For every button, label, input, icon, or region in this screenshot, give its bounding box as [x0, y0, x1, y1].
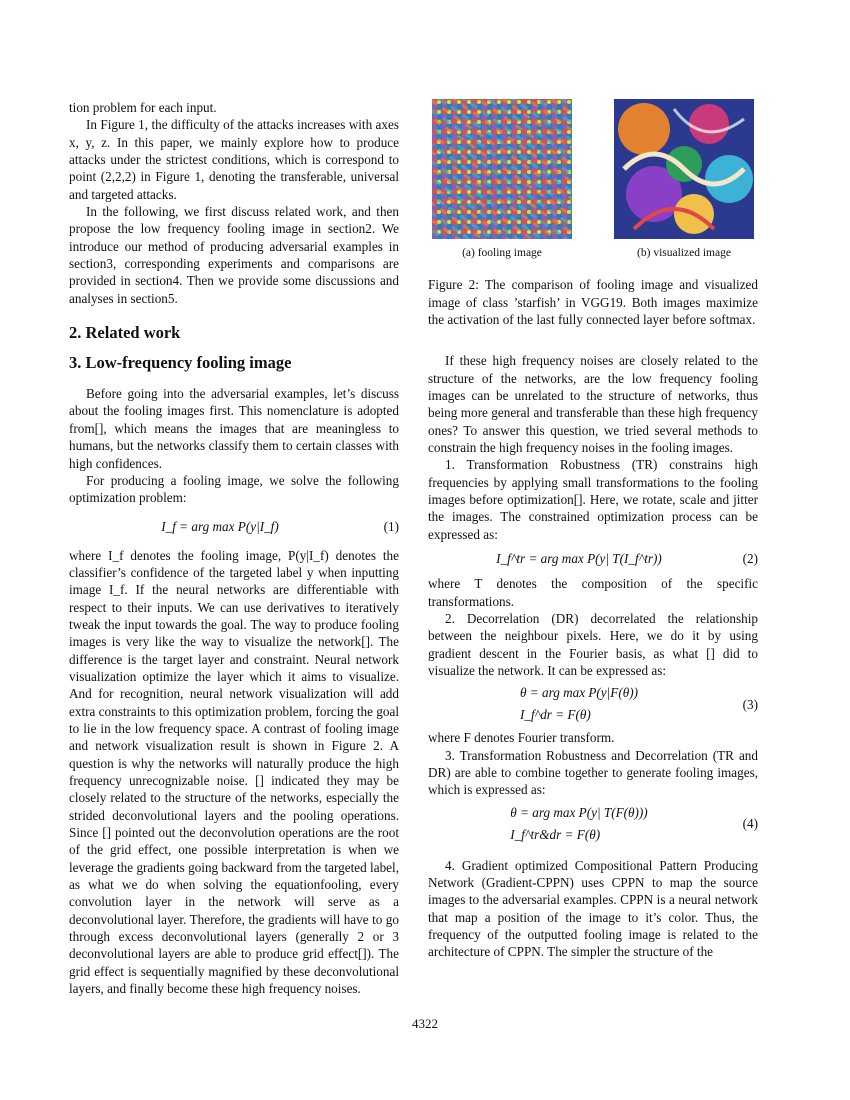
- left-column: [69, 99, 399, 997]
- paragraph: 1. Transformation Robustness (TR) constrains high frequencies by applying small transformations to the fooling images before optimization[]. Here, we rotate, scale and jitter the images. The constrained optimization process can be expressed as:: [428, 457, 758, 542]
- paragraph: For producing a fooling image, we solve the following optimization problem:: [69, 472, 399, 506]
- paragraph: 2. Decorrelation (DR) decorrelated the relationship between the neighbour pixels. Here, we do it by using gradient descent in the Fourier basis, as what [] did to visualize the network. It can be expressed as:: [428, 610, 758, 678]
- equation-1: [69, 511, 399, 543]
- equation-number: (4): [742, 815, 758, 831]
- paragraph: where T denotes the composition of the specific transformations.: [428, 576, 758, 609]
- equation-number: (1): [383, 518, 399, 534]
- paragraph: Before going into the adversarial examples, let’s discuss about the fooling images first. This nomenclature is adopted from[], which means the images that are meaningless to humans, but the networks classify them to certain classes with high confidences.: [69, 386, 399, 471]
- section-heading-low-frequency: 3. Low-frequency fooling image: [69, 353, 292, 373]
- subfigure-caption: (a) fooling image: [462, 247, 542, 259]
- subfigure-a: [428, 99, 576, 262]
- page-number: 4322: [412, 1016, 438, 1031]
- paragraph: 4. Gradient optimized Compositional Pattern Producing Network (Gradient-CPPN) uses CPPN to map the source images to the adversarial examples. CPPN is a neural network that map a position of the image to it’s color. Thus, the frequency of the outputted fooling image is related to the architecture of CPPN. The simpler the structure of the: [428, 857, 758, 960]
- figure-caption: Figure 2: The comparison of fooling image and visualized image of class ’starfish’ in VGG19. Both images maximize the activation of the last fully connected layer before softmax.: [428, 277, 758, 328]
- visualized-image: [614, 99, 754, 239]
- subfigure-caption: (b) visualized image: [637, 247, 731, 259]
- equation-number: (3): [742, 696, 758, 712]
- section-heading-related-work: 2. Related work: [69, 323, 181, 343]
- equation-line: θ = arg max P(y|F(θ)): [520, 685, 638, 701]
- equation-body: I_f^tr = arg max P(y| T(I_f^tr)): [496, 551, 662, 567]
- paragraph: In Figure 1, the difficulty of the attacks increases with axes x, y, z. In this paper, we mainly explore how to produce attacks under the strictest conditions, which is correspond to point (2,2,2) in Figure 1, denoting the transferable, universal and targeted attacks.: [69, 117, 399, 202]
- equation-line: I_f^dr = F(θ): [520, 707, 591, 723]
- paragraph: In the following, we first discuss related work, and then propose the low frequency fooling image in section2. We introduce our method of producing adversarial examples in section3, corresponding experiments and comparisons are provided in section4. Then we provide some discussions and analyses in section5.: [69, 204, 399, 306]
- paragraph: tion problem for each input.: [69, 100, 217, 115]
- paragraph: where I_f denotes the fooling image, P(y|I_f) denotes the classifier’s confidence of the targeted label y when inputting image I_f. If the neural networks are differentiable with respect to their inputs. We can use derivatives to iteratively tweak the input towards the goal. The way to produce fooling images is very like the way to visualize the network[]. The difference is the target layer and constraint. Neural network visualization optimize the layer which it aims to visualize. And for recognition, neural network visualization will add extra constraints to this optimization problem, forcing the goal to lie in the low frequency space. A contrast of fooling image and network visualization result is shown in Figure 2. A question is why the networks will naturally produce the high frequency unrecognizable noise. [] indicated they may be closely related to the structure of the networks, especially the strided deconvolutional layers and the pooling operations. Since [] pointed out the deconvolution operations are the root of the grid effect, one possible interpretation is when we leverage the gradients going backward from the targeted label, as what we do when solving the equationfooling, every convolution layer in the network will serve as a deconvolutional layer. Therefore, the gradients will have to go through excess deconvolutional layers (generally 2 or 3 deconvolutional layers are able to produce grid effect[]). The grid effect is sequentially magnified by these deconvolutional layers, and finally become these high frequency noises.: [69, 547, 399, 997]
- paragraph: where F denotes Fourier transform.: [428, 730, 615, 746]
- equation-line: I_f^tr&dr = F(θ): [510, 826, 601, 842]
- equation-2: [428, 543, 758, 575]
- subfigure-b: [610, 99, 758, 262]
- figure-2: [428, 99, 758, 262]
- fooling-image: [432, 99, 572, 239]
- equation-body: I_f = arg max P(y|I_f): [161, 518, 279, 534]
- equation-line: θ = arg max P(y| T(F(θ))): [510, 804, 648, 820]
- equation-number: (2): [742, 551, 758, 567]
- paragraph: 3. Transformation Robustness and Decorrelation (TR and DR) are able to combine together to generate fooling images, which is expressed as:: [428, 747, 758, 798]
- equation-4: [428, 799, 758, 849]
- equation-3: [428, 679, 758, 729]
- paragraph: If these high frequency noises are closely related to the structure of the networks, are the low frequency fooling images can be unrelated to the structure of networks, thus being more general and transferable than these high frequency ones? To answer this question, we tried several methods to constrain the high frequency noises in the fooling images.: [428, 353, 758, 456]
- right-column: [428, 99, 758, 961]
